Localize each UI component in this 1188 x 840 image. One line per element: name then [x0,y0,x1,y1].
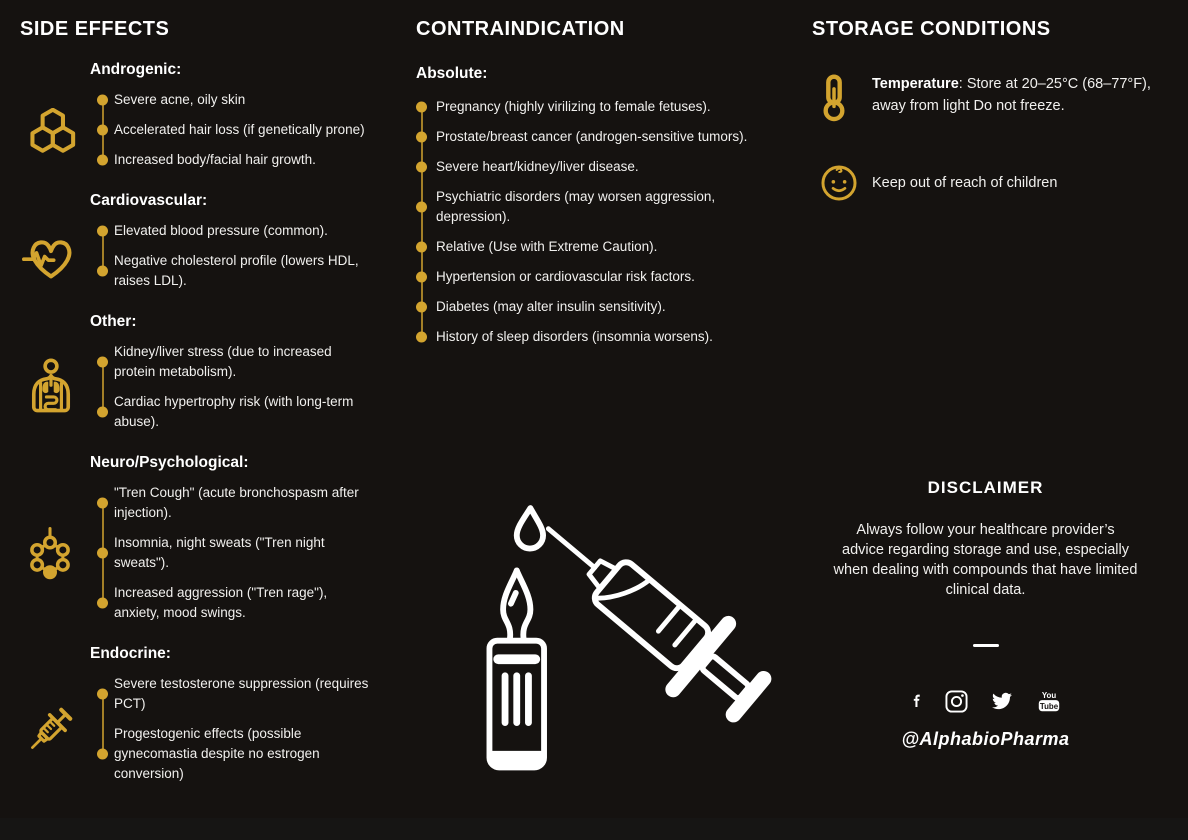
group-heading: Endocrine: [90,645,171,662]
disclaimer-title: DISCLAIMER [927,478,1044,497]
storage-item-1 [812,164,1159,202]
storage-text [872,172,1057,194]
storage-title: STORAGE CONDITIONS [812,18,1051,40]
storage-item-0 [812,73,1159,124]
syringe-icon [20,700,90,758]
bullet-list [90,85,398,175]
storage-text [872,73,1156,124]
side-effects-group-4 [20,645,398,789]
bullet-item [416,182,764,232]
molecule-hexagons-icon [20,108,90,153]
baby-face-icon [812,164,872,202]
youtube-icon[interactable] [1036,690,1062,713]
bullet-text: "Tren Cough" (acute bronchospasm after injection). [114,485,359,520]
side-effects-title: SIDE EFFECTS [20,18,170,40]
bullet-text: Elevated blood pressure (common). [114,223,328,238]
bullet-text: Pregnancy (highly virilizing to female fetuses). [436,99,711,114]
bullet-item [90,337,376,387]
bullet-text: Insomnia, night sweats ("Tren night sweats"). [114,535,325,570]
disclaimer-body: Always follow your healthcare provider’s advice regarding storage and use, especially when dealing with compounds that have limited clinical data. [833,522,1138,598]
bullet-text: Severe heart/kidney/liver disease. [436,159,639,174]
bullet-text: Prostate/breast cancer (androgen-sensitive tumors). [436,129,748,144]
bullet-list [90,216,398,296]
bullet-item [416,292,764,322]
side-effects-groups [20,61,398,789]
side-effects-group-3 [20,454,398,628]
bullet-text: Diabetes (may alter insulin sensitivity). [436,299,666,314]
side-effects-section [20,18,398,806]
storage-section [812,18,1159,749]
bullet-item [416,92,764,122]
bullet-item [90,216,376,246]
bullet-item [90,115,376,145]
social-icons-row [812,689,1159,713]
side-effects-group-2 [20,313,398,437]
storage-text-bold: Temperature [872,76,959,92]
svg-text:You: You [1041,690,1056,700]
twitter-icon[interactable] [990,691,1014,711]
bullet-item [90,578,376,628]
bullet-text: Cardiac hypertrophy risk (with long-term abuse). [114,394,354,429]
thermometer-icon [812,73,872,124]
bullet-item [90,145,376,175]
contraindication-title: CONTRAINDICATION [416,18,625,40]
bullet-text: History of sleep disorders (insomnia worsens). [436,329,713,344]
storage-items [812,73,1159,202]
bullet-item [90,246,376,296]
group-heading: Cardiovascular: [90,192,208,209]
svg-text:Tube: Tube [1039,701,1058,711]
bullet-item [416,262,764,292]
bullet-text: Severe testosterone suppression (requires PCT) [114,676,369,711]
storage-text-body: : Store at 20–25°C (68–77°F), away from light Do not freeze. [872,76,1151,114]
storage-text-body: Keep out of reach of children [872,175,1058,191]
facebook-icon[interactable] [910,689,923,713]
bullet-item [416,232,764,262]
divider-line [973,644,999,647]
bullet-text: Progestogenic effects (possible gynecomastia despite no estrogen conversion) [114,726,320,781]
instagram-icon[interactable] [945,690,968,713]
bullet-item [90,387,376,437]
bullet-text: Increased aggression ("Tren rage"), anxiety, mood swings. [114,585,328,620]
group-heading: Other: [90,313,137,330]
bullet-text: Kidney/liver stress (due to increased protein metabolism). [114,344,332,379]
bullet-item [90,719,376,789]
group-heading: Androgenic: [90,61,182,78]
molecule-ring-icon [20,525,90,581]
droplet-icon [517,508,543,548]
bullet-list [90,669,398,789]
bullet-item [90,528,376,578]
bullet-item [90,478,376,528]
bullet-item [416,322,764,352]
bullet-text: Psychiatric disorders (may worsen aggression, depression). [436,189,716,224]
bullet-text: Accelerated hair loss (if genetically prone) [114,122,365,137]
ampoule-syringe-illustration [468,473,780,785]
social-handle: @AlphabioPharma [901,729,1070,749]
bullet-text: Increased body/facial hair growth. [114,152,316,167]
side-effects-group-0 [20,61,398,175]
bullet-text: Negative cholesterol profile (lowers HDL, raises LDL). [114,253,359,288]
bullet-item [90,85,376,115]
side-effects-group-1 [20,192,398,296]
bullet-text: Hypertension or cardiovascular risk factors. [436,269,695,284]
contraindication-section [416,18,778,352]
disclaimer-block [812,478,1159,750]
body-organs-icon [20,358,90,416]
bullet-text: Severe acne, oily skin [114,92,246,107]
bullet-item [416,122,764,152]
ampoule-icon [489,571,544,768]
bullet-item [416,152,764,182]
bullet-text: Relative (Use with Extreme Caution). [436,239,658,254]
bullet-item [90,669,376,719]
bullet-list [90,337,398,437]
group-heading: Neuro/Psychological: [90,454,249,471]
contraindication-subheading: Absolute: [416,65,488,82]
contraindication-list [416,92,778,352]
heart-pulse-icon [20,231,90,282]
syringe-illustration-icon [516,490,780,741]
bullet-list [90,478,398,628]
